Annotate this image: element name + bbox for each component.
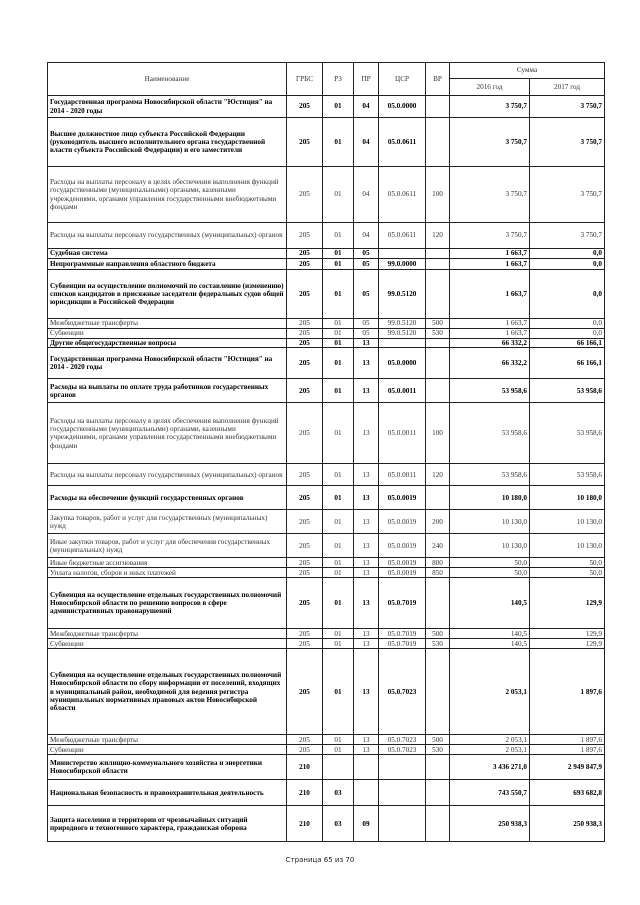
row-csr: 05.0.0611: [379, 223, 426, 249]
row-pr: 13: [354, 558, 379, 568]
row-name: Расходы на выплаты персоналу государственных (муниципальных) органов: [48, 223, 287, 249]
header-rz: РЗ: [323, 63, 354, 96]
row-pr: 13: [354, 578, 379, 629]
row-grbs: 205: [287, 568, 323, 578]
row-name: Расходы на выплаты персоналу в целях обеспечения выполнения функций государственными (муниципальными) органами, казенными учреждениями, органами управления государственными внебюджетными фондами: [48, 403, 287, 464]
row-rz: 03: [323, 806, 354, 842]
row-pr: 04: [354, 96, 379, 118]
row-csr: 05.0.7019: [379, 639, 426, 649]
row-vr: 530: [426, 639, 450, 649]
row-csr: 05.0.7023: [379, 649, 426, 735]
row-vr: 530: [426, 745, 450, 755]
row-rz: 01: [323, 167, 354, 223]
row-sum-2017: 10 130,0: [530, 510, 605, 534]
row-vr: 120: [426, 464, 450, 486]
row-sum-2016: 53 958,6: [450, 403, 530, 464]
row-name: Межбюджетные трансферты: [48, 735, 287, 745]
header-vr: ВР: [426, 63, 450, 96]
row-sum-2016: 10 130,0: [450, 534, 530, 558]
table-row: [48, 329, 605, 339]
table-row: [48, 319, 605, 329]
row-vr: 120: [426, 223, 450, 249]
row-pr: 13: [354, 629, 379, 639]
row-csr: 05.0.0019: [379, 568, 426, 578]
row-vr: [426, 806, 450, 842]
row-rz: 01: [323, 745, 354, 755]
table-row: [48, 639, 605, 649]
row-sum-2017: 129,9: [530, 578, 605, 629]
table-row: [48, 806, 605, 842]
row-csr: 05.0.0000: [379, 96, 426, 118]
row-grbs: 205: [287, 578, 323, 629]
row-grbs: 205: [287, 379, 323, 403]
row-rz: 01: [323, 223, 354, 249]
row-sum-2017: 10 180,0: [530, 486, 605, 510]
table-row: [48, 735, 605, 745]
row-rz: 01: [323, 486, 354, 510]
row-name: Судебная система: [48, 249, 287, 259]
row-sum-2016: 140,5: [450, 629, 530, 639]
table-row: [48, 464, 605, 486]
row-grbs: 205: [287, 735, 323, 745]
row-rz: 01: [323, 339, 354, 348]
row-sum-2017: 3 750,7: [530, 96, 605, 118]
table-row: [48, 510, 605, 534]
row-name: Субвенции на осуществление полномочий по составлению (изменению) списков кандидатов в присяжные заседатели федеральных судов общей юрисдикции в Российской Федерации: [48, 270, 287, 319]
row-csr: 05.0.0019: [379, 486, 426, 510]
row-sum-2016: 10 180,0: [450, 486, 530, 510]
row-sum-2017: 1 897,6: [530, 649, 605, 735]
row-vr: [426, 259, 450, 270]
table-row: [48, 223, 605, 249]
row-grbs: 205: [287, 223, 323, 249]
row-rz: 01: [323, 249, 354, 259]
row-sum-2016: 140,5: [450, 639, 530, 649]
row-sum-2017: 66 166,1: [530, 339, 605, 348]
row-csr: 05.0.7023: [379, 735, 426, 745]
row-vr: [426, 270, 450, 319]
row-name: Национальная безопасность и правоохранительная деятельность: [48, 780, 287, 806]
row-csr: 99.0.5120: [379, 319, 426, 329]
row-vr: 100: [426, 403, 450, 464]
row-sum-2017: 50,0: [530, 558, 605, 568]
row-grbs: 205: [287, 319, 323, 329]
table-row: [48, 745, 605, 755]
table-header: [48, 63, 605, 96]
row-sum-2016: 3 750,7: [450, 118, 530, 167]
row-name: Другие общегосударственные вопросы: [48, 339, 287, 348]
row-csr: [379, 755, 426, 780]
row-grbs: 205: [287, 649, 323, 735]
row-name: Иные закупки товаров, работ и услуг для обеспечения государственных (муниципальных) нужд: [48, 534, 287, 558]
page-number: Страница 65 из 70: [285, 856, 355, 864]
row-csr: 99.0.5120: [379, 270, 426, 319]
row-name: Государственная программа Новосибирской области "Юстиция" на 2014 - 2020 годы: [48, 348, 287, 379]
row-grbs: 205: [287, 167, 323, 223]
row-grbs: 210: [287, 755, 323, 780]
budget-table: [47, 62, 605, 842]
row-rz: 01: [323, 639, 354, 649]
table-row: [48, 270, 605, 319]
row-csr: 05.0.0019: [379, 558, 426, 568]
row-sum-2016: 1 663,7: [450, 249, 530, 259]
row-grbs: 210: [287, 806, 323, 842]
row-name: Межбюджетные трансферты: [48, 319, 287, 329]
header-pr: ПР: [354, 63, 379, 96]
row-sum-2016: 1 663,7: [450, 259, 530, 270]
row-vr: 100: [426, 167, 450, 223]
table-row: [48, 379, 605, 403]
row-pr: 13: [354, 568, 379, 578]
row-vr: 530: [426, 329, 450, 339]
row-csr: [379, 780, 426, 806]
row-sum-2016: 1 663,7: [450, 329, 530, 339]
row-pr: 04: [354, 167, 379, 223]
row-name: Субвенция на осуществление отдельных государственных полномочий Новосибирской области по сбору информации от поселений, входящих в муниципальный район, необходимой для ведения регистра муниципальных нормативных правовых актов Новосибирской области: [48, 649, 287, 735]
row-sum-2016: 743 550,7: [450, 780, 530, 806]
row-sum-2017: 50,0: [530, 568, 605, 578]
row-sum-2017: 0,0: [530, 329, 605, 339]
row-csr: 99.0.0000: [379, 259, 426, 270]
row-rz: 01: [323, 578, 354, 629]
row-pr: 09: [354, 806, 379, 842]
row-sum-2017: 0,0: [530, 319, 605, 329]
table-row: [48, 403, 605, 464]
row-sum-2017: 3 750,7: [530, 118, 605, 167]
row-pr: 13: [354, 348, 379, 379]
row-grbs: 205: [287, 348, 323, 379]
row-sum-2017: 1 897,6: [530, 735, 605, 745]
table-row: [48, 649, 605, 735]
row-sum-2017: 129,9: [530, 629, 605, 639]
row-name: Государственная программа Новосибирской области "Юстиция" на 2014 - 2020 годы: [48, 96, 287, 118]
row-rz: [323, 755, 354, 780]
row-pr: 05: [354, 329, 379, 339]
table-row: [48, 348, 605, 379]
row-name: Защита населения и территории от чрезвычайных ситуаций природного и техногенного характера, гражданская оборона: [48, 806, 287, 842]
row-grbs: 205: [287, 339, 323, 348]
header-name: Наименование: [48, 63, 287, 96]
row-sum-2017: 53 958,6: [530, 464, 605, 486]
row-vr: 850: [426, 568, 450, 578]
row-sum-2016: 3 750,7: [450, 96, 530, 118]
row-csr: 05.0.0611: [379, 118, 426, 167]
row-pr: [354, 780, 379, 806]
row-rz: 01: [323, 534, 354, 558]
row-grbs: 205: [287, 510, 323, 534]
row-sum-2017: 53 958,6: [530, 379, 605, 403]
row-sum-2016: 53 958,6: [450, 464, 530, 486]
row-pr: 13: [354, 339, 379, 348]
row-csr: [379, 339, 426, 348]
row-rz: 01: [323, 403, 354, 464]
row-csr: [379, 806, 426, 842]
row-rz: 01: [323, 464, 354, 486]
row-sum-2017: 0,0: [530, 259, 605, 270]
row-rz: 01: [323, 649, 354, 735]
row-name: Закупка товаров, работ и услуг для государственных (муниципальных) нужд: [48, 510, 287, 534]
row-name: Расходы на выплаты персоналу в целях обеспечения выполнения функций государственными (муниципальными) органами, казенными учреждениями, органами управления государственными внебюджетными фондами: [48, 167, 287, 223]
row-grbs: 205: [287, 745, 323, 755]
header-2017: 2017 год: [530, 79, 605, 96]
table-row: [48, 118, 605, 167]
row-rz: 01: [323, 568, 354, 578]
row-rz: 03: [323, 780, 354, 806]
row-csr: 05.0.0019: [379, 510, 426, 534]
table-row: [48, 339, 605, 348]
row-rz: 01: [323, 319, 354, 329]
row-sum-2016: 2 053,1: [450, 745, 530, 755]
row-grbs: 205: [287, 464, 323, 486]
row-grbs: 205: [287, 96, 323, 118]
row-sum-2016: 66 332,2: [450, 348, 530, 379]
row-csr: 05.0.0000: [379, 348, 426, 379]
row-csr: [379, 249, 426, 259]
row-vr: 500: [426, 319, 450, 329]
row-pr: 04: [354, 118, 379, 167]
row-sum-2017: 10 130,0: [530, 534, 605, 558]
row-sum-2016: 140,5: [450, 578, 530, 629]
row-csr: 05.0.0611: [379, 167, 426, 223]
header-csr: ЦСР: [379, 63, 426, 96]
table-row: [48, 486, 605, 510]
row-grbs: 205: [287, 639, 323, 649]
row-grbs: 205: [287, 486, 323, 510]
header-2016: 2016 год: [450, 79, 530, 96]
row-sum-2017: 66 166,1: [530, 348, 605, 379]
row-pr: 13: [354, 486, 379, 510]
row-rz: 01: [323, 379, 354, 403]
row-grbs: 205: [287, 329, 323, 339]
row-vr: [426, 249, 450, 259]
row-rz: 01: [323, 558, 354, 568]
row-sum-2016: 3 436 271,0: [450, 755, 530, 780]
row-sum-2017: 0,0: [530, 270, 605, 319]
row-grbs: 205: [287, 558, 323, 568]
row-sum-2016: 66 332,2: [450, 339, 530, 348]
row-vr: 800: [426, 558, 450, 568]
row-rz: 01: [323, 629, 354, 639]
table-body: [48, 96, 605, 842]
row-grbs: 205: [287, 534, 323, 558]
header-grbs: ГРБС: [287, 63, 323, 96]
row-grbs: 205: [287, 270, 323, 319]
row-sum-2017: 3 750,7: [530, 223, 605, 249]
row-pr: 13: [354, 510, 379, 534]
row-pr: 05: [354, 319, 379, 329]
table-row: [48, 568, 605, 578]
row-sum-2016: 53 958,6: [450, 379, 530, 403]
row-sum-2017: 129,9: [530, 639, 605, 649]
row-name: Высшее должностное лицо субъекта Российской Федерации (руководитель высшего исполнительного органа государственной власти субъекта Российской Федерации) и его заместители: [48, 118, 287, 167]
row-pr: 13: [354, 649, 379, 735]
row-vr: [426, 780, 450, 806]
row-sum-2016: 1 663,7: [450, 319, 530, 329]
row-rz: 01: [323, 510, 354, 534]
row-name: Расходы на обеспечение функций государственных органов: [48, 486, 287, 510]
row-sum-2016: 50,0: [450, 558, 530, 568]
table-row: [48, 534, 605, 558]
row-pr: 13: [354, 735, 379, 745]
row-rz: 01: [323, 348, 354, 379]
table-row: [48, 780, 605, 806]
row-grbs: 205: [287, 259, 323, 270]
row-pr: 13: [354, 464, 379, 486]
row-pr: 13: [354, 745, 379, 755]
row-vr: [426, 578, 450, 629]
row-vr: [426, 379, 450, 403]
row-sum-2016: 1 663,7: [450, 270, 530, 319]
row-sum-2017: 3 750,7: [530, 167, 605, 223]
table-row: [48, 96, 605, 118]
row-pr: 05: [354, 259, 379, 270]
row-csr: 05.0.0011: [379, 403, 426, 464]
row-grbs: 205: [287, 249, 323, 259]
row-csr: 99.0.5120: [379, 329, 426, 339]
row-sum-2017: 1 897,6: [530, 745, 605, 755]
row-csr: 05.0.0011: [379, 464, 426, 486]
row-pr: 04: [354, 223, 379, 249]
row-vr: [426, 339, 450, 348]
row-sum-2017: 2 949 847,9: [530, 755, 605, 780]
row-rz: 01: [323, 329, 354, 339]
row-pr: 05: [354, 249, 379, 259]
row-name: Министерство жилищно-коммунального хозяйства и энергетики Новосибирской области: [48, 755, 287, 780]
row-sum-2016: 2 053,1: [450, 649, 530, 735]
row-sum-2017: 693 682,8: [530, 780, 605, 806]
row-sum-2016: 3 750,7: [450, 223, 530, 249]
row-grbs: 205: [287, 403, 323, 464]
row-vr: [426, 755, 450, 780]
row-name: Субвенции: [48, 745, 287, 755]
row-csr: 05.0.0019: [379, 534, 426, 558]
row-name: Расходы на выплаты по оплате труда работников государственных органов: [48, 379, 287, 403]
row-vr: [426, 96, 450, 118]
table-row: [48, 167, 605, 223]
row-sum-2016: 50,0: [450, 568, 530, 578]
row-pr: [354, 755, 379, 780]
row-rz: 01: [323, 259, 354, 270]
row-grbs: 210: [287, 780, 323, 806]
row-vr: [426, 486, 450, 510]
row-pr: 13: [354, 379, 379, 403]
row-sum-2017: 0,0: [530, 249, 605, 259]
row-csr: 05.0.7019: [379, 578, 426, 629]
row-name: Межбюджетные трансферты: [48, 629, 287, 639]
row-csr: 05.0.0011: [379, 379, 426, 403]
row-sum-2016: 10 130,0: [450, 510, 530, 534]
row-vr: 500: [426, 629, 450, 639]
row-grbs: 205: [287, 629, 323, 639]
row-sum-2016: 2 053,1: [450, 735, 530, 745]
row-vr: 500: [426, 735, 450, 745]
table-row: [48, 578, 605, 629]
row-pr: 05: [354, 270, 379, 319]
table-row: [48, 259, 605, 270]
row-vr: [426, 118, 450, 167]
row-csr: 05.0.7019: [379, 629, 426, 639]
row-rz: 01: [323, 735, 354, 745]
row-sum-2017: 53 958,6: [530, 403, 605, 464]
table-row: [48, 558, 605, 568]
row-pr: 13: [354, 403, 379, 464]
table-row: [48, 629, 605, 639]
row-name: Уплата налогов, сборов и иных платежей: [48, 568, 287, 578]
row-sum-2016: 3 750,7: [450, 167, 530, 223]
header-sum: Сумма: [450, 63, 605, 79]
table-row: [48, 249, 605, 259]
row-grbs: 205: [287, 118, 323, 167]
row-pr: 13: [354, 639, 379, 649]
row-vr: [426, 348, 450, 379]
table-row: [48, 755, 605, 780]
row-name: Субвенции: [48, 639, 287, 649]
row-name: Непрограммные направления областного бюджета: [48, 259, 287, 270]
row-rz: 01: [323, 96, 354, 118]
row-sum-2017: 250 938,3: [530, 806, 605, 842]
row-sum-2016: 250 938,3: [450, 806, 530, 842]
row-name: Субвенции: [48, 329, 287, 339]
row-name: Иные бюджетные ассигнования: [48, 558, 287, 568]
row-name: Субвенция на осуществление отдельных государственных полномочий Новосибирской области по решению вопросов в сфере административных правонарушений: [48, 578, 287, 629]
row-rz: 01: [323, 270, 354, 319]
row-rz: 01: [323, 118, 354, 167]
row-pr: 13: [354, 534, 379, 558]
row-name: Расходы на выплаты персоналу государственных (муниципальных) органов: [48, 464, 287, 486]
row-vr: [426, 649, 450, 735]
row-csr: 05.0.7023: [379, 745, 426, 755]
row-vr: 240: [426, 534, 450, 558]
row-vr: 200: [426, 510, 450, 534]
